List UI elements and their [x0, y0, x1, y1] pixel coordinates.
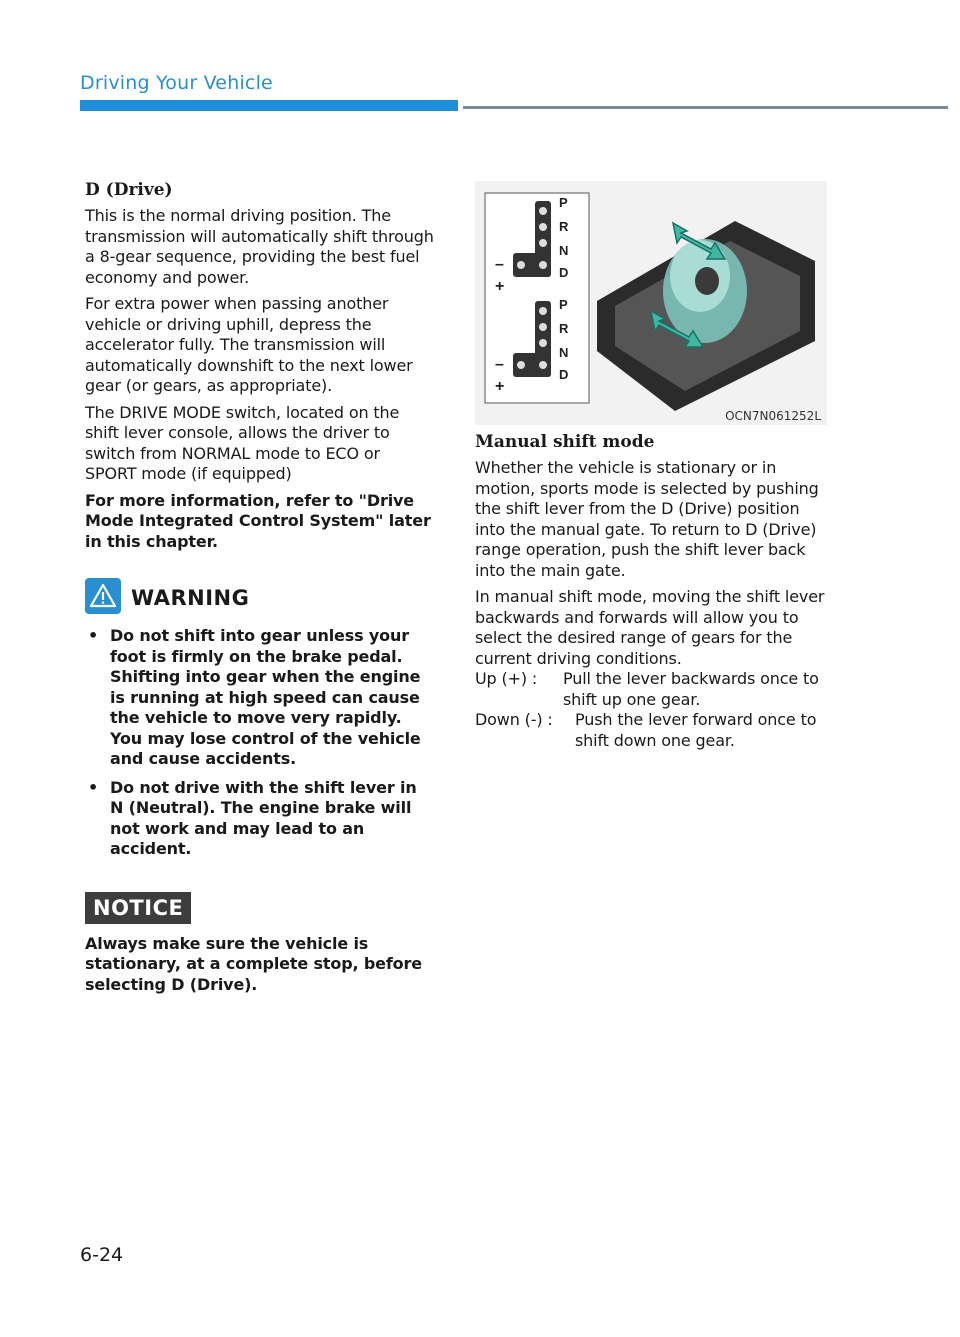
plus-sign: + — [495, 278, 505, 295]
gear-label: D — [559, 265, 569, 280]
paragraph: In manual shift mode, moving the shift lever backwards and forwards will allow you to select the desired range of gears for the current driving conditions. — [475, 587, 825, 668]
paragraph: This is the normal driving position. The transmission will automatically shift through a 8-gear sequence, providing the best fuel economy and power. — [85, 206, 434, 287]
notice-label: NOTICE — [85, 892, 191, 924]
shift-lever-illustration — [475, 181, 827, 425]
reference-note: For more information, refer to "Drive Mode Integrated Control System" later in this chapter. — [85, 490, 431, 551]
up-row — [475, 669, 827, 710]
warning-header — [85, 578, 435, 618]
minus-sign: – — [495, 256, 504, 273]
figure-caption: OCN7N061252L — [725, 409, 821, 423]
gear-label: R — [559, 321, 569, 336]
shift-lever-figure — [475, 181, 827, 425]
warning-icon — [85, 578, 121, 618]
header-accent-bar — [80, 100, 458, 111]
plus-sign: + — [495, 378, 505, 395]
header-rule — [463, 106, 948, 109]
warning-item-text: Do not shift into gear unless your foot is firmly on the brake pedal. Shifting into gear when the engine is running at high speed can cause the vehicle to move very rapidly. You may lose control of the vehicle and cause accidents. — [110, 626, 421, 768]
gear-label: P — [559, 195, 568, 210]
gear-label: D — [559, 367, 569, 382]
section-heading-drive: D (Drive) — [85, 180, 173, 200]
warning-item-text: Do not drive with the shift lever in N (Neutral). The engine brake will not work and may lead to an accident. — [110, 777, 417, 858]
header-title: Driving Your Vehicle — [80, 72, 273, 94]
warning-list — [85, 626, 435, 860]
warning-item: • Do not drive with the shift lever in N (Neutral). The engine brake will not work and may lead to an accident. — [88, 777, 417, 858]
paragraph: The DRIVE MODE switch, located on the shift lever console, allows the driver to switch from NORMAL mode to ECO or SPORT mode (if equipped) — [85, 402, 400, 483]
down-key: Down (-) : — [475, 710, 553, 729]
up-key: Up (+) : — [475, 669, 538, 688]
down-row — [475, 710, 827, 751]
left-column — [85, 180, 435, 1001]
right-column — [475, 432, 827, 751]
gear-label: P — [559, 297, 568, 312]
paragraph: Whether the vehicle is stationary or in motion, sports mode is selected by pushing the shift lever from the D (Drive) position into the manual gate. To return to D (Drive) range operation, push the shift lever back into the main gate. — [475, 458, 819, 580]
down-value: Push the lever forward once to shift down one gear. — [575, 710, 817, 750]
gear-label: R — [559, 219, 569, 234]
up-value: Pull the lever backwards once to shift up one gear. — [563, 669, 819, 709]
notice-text: Always make sure the vehicle is stationary, at a complete stop, before selecting D (Drive). — [85, 933, 422, 994]
minus-sign: – — [495, 356, 504, 373]
warning-item: • Do not shift into gear unless your foot is firmly on the brake pedal. Shifting into gear when the engine is running at high speed can cause the vehicle to move very rapidly. You may lose control of the vehicle and cause accidents. — [88, 626, 421, 768]
gear-label: N — [559, 345, 569, 360]
section-heading-manual-shift: Manual shift mode — [475, 432, 655, 452]
paragraph: For extra power when passing another vehicle or driving uphill, depress the accelerator fully. The transmission will automatically downshift to the next lower gear (or gears, as appropriate). — [85, 294, 413, 395]
gear-label: N — [559, 243, 569, 258]
page-number: 6-24 — [80, 1244, 124, 1266]
warning-title: WARNING — [131, 586, 250, 610]
